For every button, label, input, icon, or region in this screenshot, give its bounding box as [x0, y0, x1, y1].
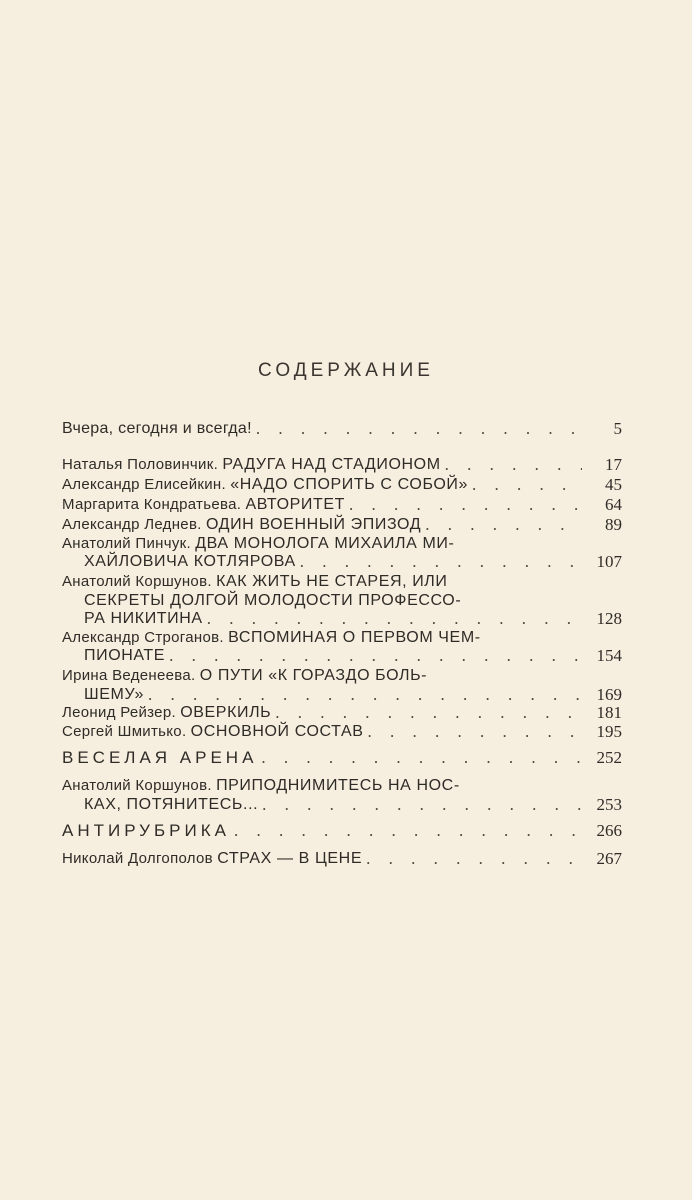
- table-of-contents: [62, 0, 622, 1200]
- toc-entry: [62, 721, 622, 743]
- entry-title: ОВЕРКИЛЬ: [180, 704, 272, 721]
- entry-title: СТРАХ — В ЦЕНЕ: [217, 850, 363, 867]
- page-number: 107: [596, 552, 622, 571]
- page-number: 195: [596, 722, 622, 741]
- page-title: СОДЕРЖАНИЕ: [258, 360, 434, 381]
- entry-author: Александр Строганов.: [62, 629, 224, 646]
- page-number: 5: [613, 419, 622, 438]
- toc-section: [62, 820, 622, 842]
- entry-author: Александр Елисейкин.: [62, 476, 226, 493]
- entry-title: ДВА МОНОЛОГА МИХАИЛА МИ-: [195, 535, 455, 552]
- entry-author: Ирина Веденеева.: [62, 667, 196, 684]
- entry-author: Анатолий Пинчук.: [62, 535, 191, 552]
- entry-author: Николай Долгополов: [62, 850, 213, 867]
- dot-leader: [368, 721, 582, 743]
- page-number: 89: [605, 515, 622, 534]
- page-number: 45: [605, 475, 622, 494]
- page-number: 253: [596, 795, 622, 814]
- entry-title: АВТОРИТЕТ: [245, 496, 346, 513]
- entry-author: Леонид Рейзер.: [62, 704, 176, 721]
- page-number: 64: [605, 495, 622, 514]
- entry-title-continued: ПИОНАТЕ: [84, 647, 166, 664]
- entry-title: ОДИН ВОЕННЫЙ ЭПИЗОД: [205, 516, 422, 533]
- toc-entry-continuation: [84, 794, 622, 816]
- toc-entry: [62, 418, 622, 440]
- page-number: 181: [596, 703, 622, 722]
- page-number: 128: [596, 609, 622, 628]
- entry-title-continued: СЕКРЕТЫ ДОЛГОЙ МОЛОДОСТИ ПРОФЕССО-: [84, 592, 462, 609]
- toc-section: [62, 747, 622, 769]
- entry-title: РАДУГА НАД СТАДИОНОМ: [222, 456, 441, 473]
- entry-title: КАК ЖИТЬ НЕ СТАРЕЯ, ИЛИ: [216, 573, 448, 590]
- entry-title-continued: ШЕМУ»: [84, 686, 145, 703]
- entry-author: Александр Леднев.: [62, 516, 202, 533]
- page-number: 154: [596, 646, 622, 665]
- entry-author: Анатолий Коршунов.: [62, 777, 212, 794]
- entry-author: Наталья Половинчик.: [62, 456, 219, 473]
- page-number: 169: [596, 685, 622, 704]
- entry-author: Маргарита Кондратьева.: [62, 496, 242, 513]
- entry-title: ВСПОМИНАЯ О ПЕРВОМ ЧЕМ-: [228, 629, 481, 646]
- entry-title-continued: РА НИКИТИНА: [84, 610, 203, 627]
- entry-author: Сергей Шмитько.: [62, 723, 187, 740]
- entry-title-continued: ХАЙЛОВИЧА КОТЛЯРОВА: [84, 553, 296, 570]
- entry-title: О ПУТИ «К ГОРАЗДО БОЛЬ-: [199, 667, 428, 684]
- entry-title: Вчера, сегодня и всегда!: [62, 420, 252, 437]
- entry-title: ПРИПОДНИМИТЕСЬ НА НОС-: [216, 777, 460, 794]
- section-title: ВЕСЕЛАЯ АРЕНА: [62, 748, 258, 767]
- toc-entry: [62, 848, 622, 870]
- dot-leader: [234, 820, 582, 842]
- dot-leader: [261, 747, 582, 769]
- page-number: 266: [596, 821, 622, 840]
- page-number: 252: [596, 748, 622, 767]
- section-title: АНТИРУБРИКА: [62, 821, 230, 840]
- page-number: 267: [596, 849, 622, 868]
- entry-title: «НАДО СПОРИТЬ С СОБОЙ»: [230, 476, 469, 493]
- dot-leader: [262, 794, 582, 816]
- entry-author: Анатолий Коршунов.: [62, 573, 212, 590]
- dot-leader: [256, 418, 582, 440]
- dot-leader: [472, 474, 582, 496]
- dot-leader: [366, 848, 582, 870]
- entry-title-continued: КАХ, ПОТЯНИТЕСЬ...: [84, 796, 259, 813]
- page-number: 17: [605, 455, 622, 474]
- entry-title: ОСНОВНОЙ СОСТАВ: [190, 723, 364, 740]
